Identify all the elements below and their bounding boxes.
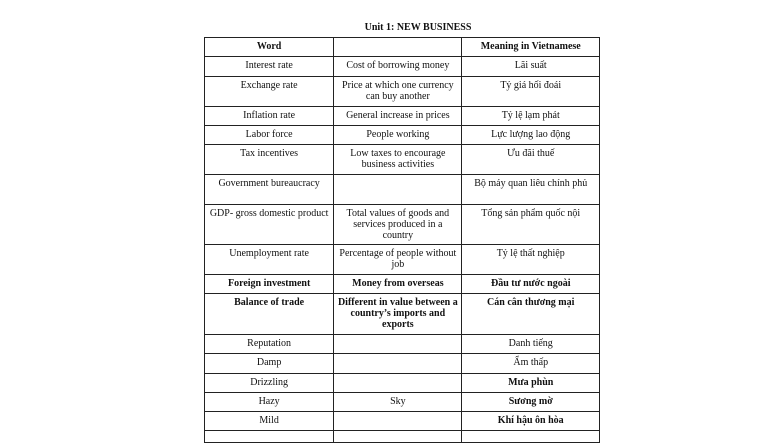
cell-meaning: Tỷ giá hối đoái <box>462 77 600 107</box>
cell-meaning: Bộ máy quan liêu chính phủ <box>462 175 600 205</box>
cell-definition <box>334 335 462 354</box>
table-row <box>205 145 600 175</box>
table-row <box>205 107 600 126</box>
cell-definition <box>334 354 462 374</box>
cell-word: Drizzling <box>205 374 334 393</box>
table-header-row <box>205 38 600 57</box>
header-word: Word <box>205 38 334 57</box>
table-row <box>205 57 600 77</box>
cell-meaning: Lực lượng lao động <box>462 126 600 145</box>
cell-definition: Low taxes to encourage business activities <box>334 145 462 175</box>
cell-word: Mild <box>205 412 334 431</box>
cell-word: Balance of trade <box>205 294 334 335</box>
table-row <box>205 393 600 412</box>
cell-word: Government bureaucracy <box>205 175 334 205</box>
cell-meaning: Ẩm thấp <box>462 354 600 374</box>
table-row <box>205 275 600 294</box>
cell-meaning: Tỷ lệ lạm phát <box>462 107 600 126</box>
table-row <box>205 335 600 354</box>
cell-word: Exchange rate <box>205 77 334 107</box>
cell-word: Unemployment rate <box>205 245 334 275</box>
cell-word: Hazy <box>205 393 334 412</box>
table-row <box>205 412 600 431</box>
cell-definition <box>334 412 462 431</box>
table-row <box>205 294 600 335</box>
cell-meaning: Mưa phùn <box>462 374 600 393</box>
table-row <box>205 354 600 374</box>
cell-definition: Sky <box>334 393 462 412</box>
cell-definition: Different in value between a country’s imports and exports <box>334 294 462 335</box>
cell-meaning: Lãi suất <box>462 57 600 77</box>
cell-word: Reputation <box>205 335 334 354</box>
table-row <box>205 77 600 107</box>
vocabulary-table <box>204 37 600 443</box>
cell-definition <box>334 175 462 205</box>
cell-word: Foreign investment <box>205 275 334 294</box>
cell-definition: Total values of goods and services produced in a country <box>334 205 462 245</box>
cell-meaning: Ưu đãi thuế <box>462 145 600 175</box>
table-row <box>205 245 600 275</box>
cell-meaning: Tổng sản phẩm quốc nội <box>462 205 600 245</box>
cell-definition: Cost of borrowing money <box>334 57 462 77</box>
table-row <box>205 126 600 145</box>
document-title: Unit 1: NEW BUSINESS <box>364 22 472 33</box>
cell-meaning: Khí hậu ôn hòa <box>462 412 600 431</box>
cell-definition <box>334 374 462 393</box>
cell-word: Inflation rate <box>205 107 334 126</box>
cell-meaning: Đầu tư nước ngoài <box>462 275 600 294</box>
cell-meaning: Cán cân thương mại <box>462 294 600 335</box>
table-row <box>205 205 600 245</box>
header-meaning: Meaning in Vietnamese <box>462 38 600 57</box>
cell-word: GDP- gross domestic product <box>205 205 334 245</box>
cell-definition: Money from overseas <box>334 275 462 294</box>
table-row <box>205 374 600 393</box>
cell-definition: General increase in prices <box>334 107 462 126</box>
cell-meaning: Sương mờ <box>462 393 600 412</box>
cell-definition: Price at which one currency can buy another <box>334 77 462 107</box>
header-definition <box>334 38 462 57</box>
cell-meaning: Tỷ lệ thất nghiệp <box>462 245 600 275</box>
cell-definition: Percentage of people without job <box>334 245 462 275</box>
table-row <box>205 175 600 205</box>
cell-word: Labor force <box>205 126 334 145</box>
cell-word: Interest rate <box>205 57 334 77</box>
cell-word: Tax incentives <box>205 145 334 175</box>
cell-word: Damp <box>205 354 334 374</box>
cell-meaning: Danh tiếng <box>462 335 600 354</box>
cell-definition: People working <box>334 126 462 145</box>
